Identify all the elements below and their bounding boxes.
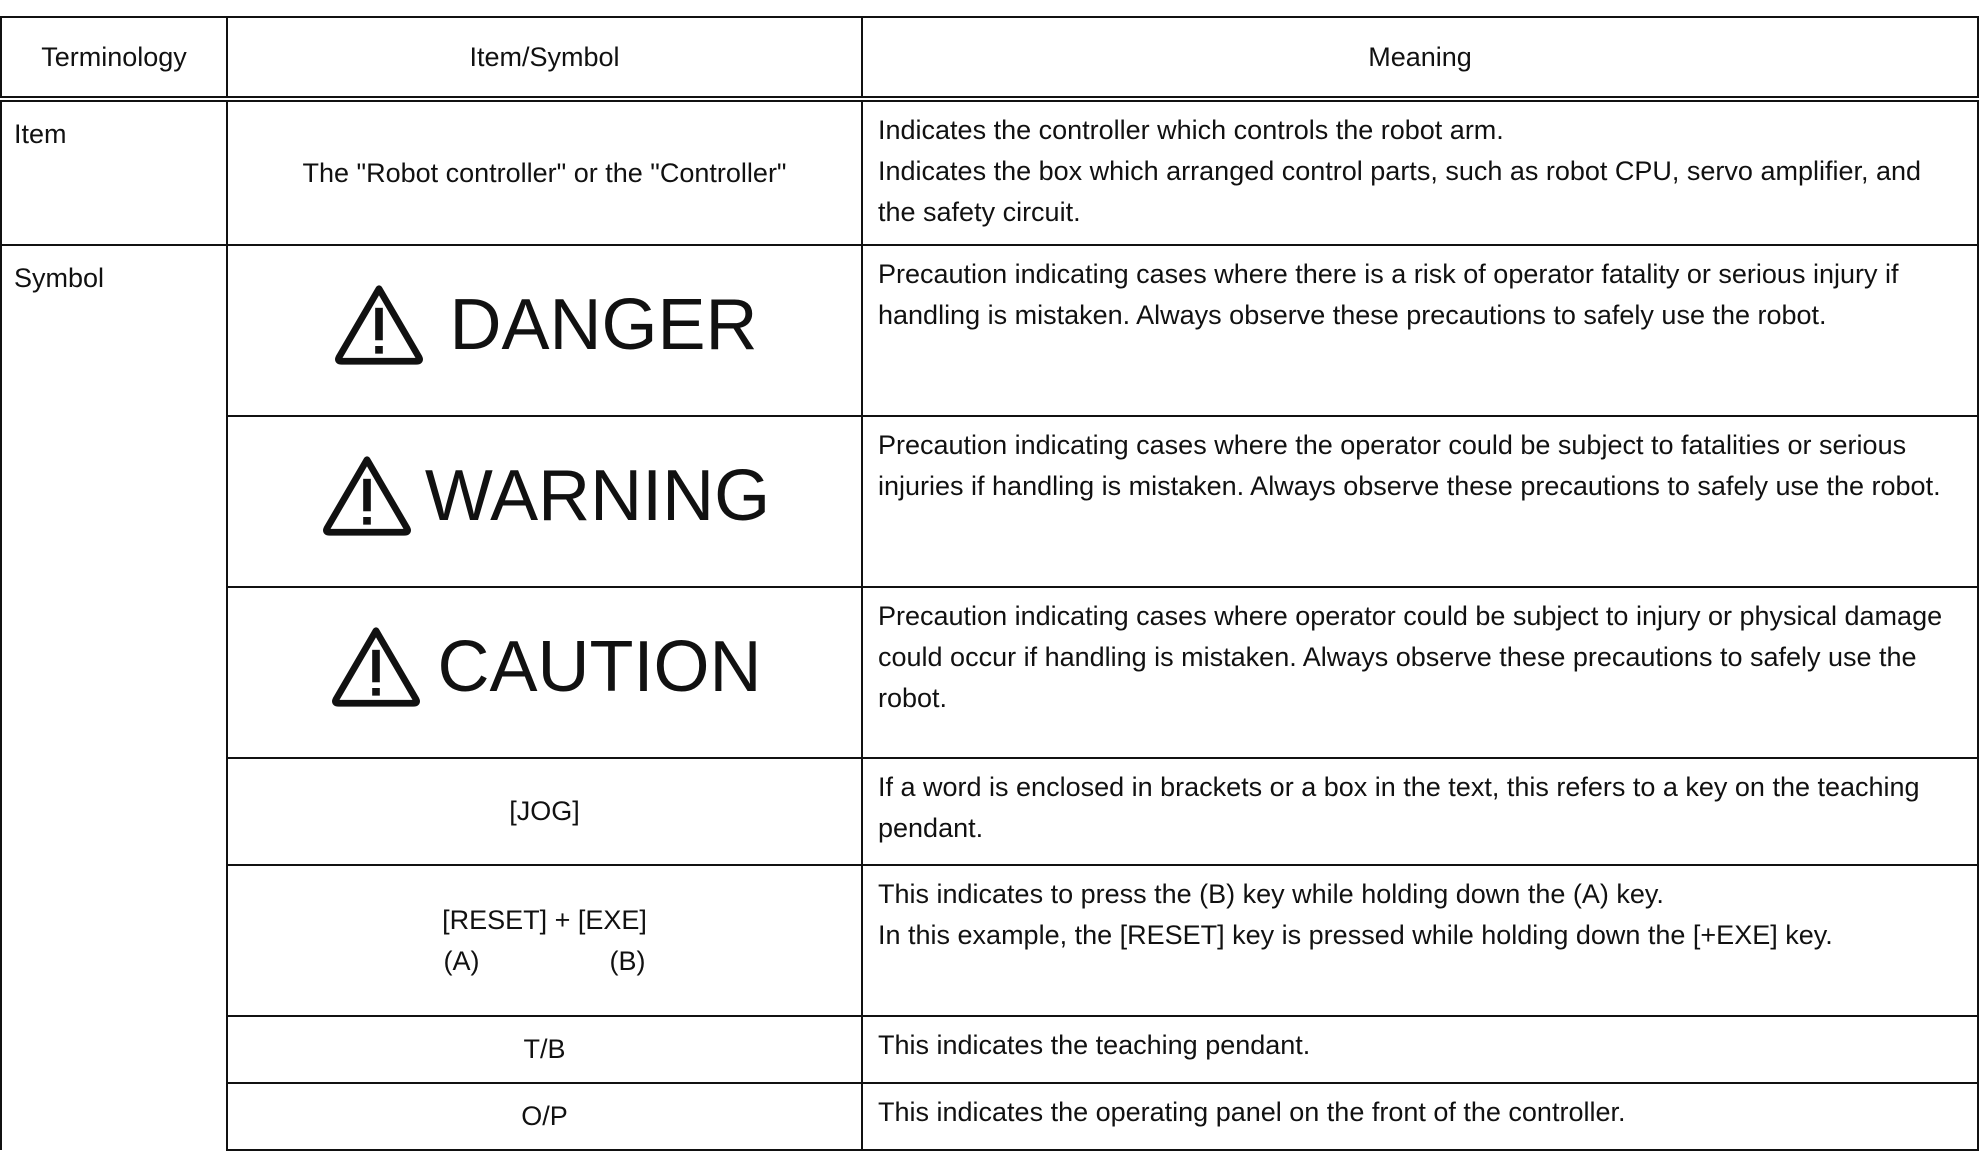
table-row <box>1 245 1978 416</box>
warning-triangle-icon <box>328 625 424 709</box>
symbol-tb: T/B <box>227 1016 862 1083</box>
term-item: Item <box>1 99 227 245</box>
warning-triangle-icon <box>331 283 427 367</box>
table-row <box>1 587 1978 758</box>
danger-label: DANGER <box>449 284 758 365</box>
table-row <box>1 1083 1978 1150</box>
warning-label: WARNING <box>424 455 771 536</box>
meaning-op: This indicates the operating panel on the front of the controller. <box>862 1083 1978 1150</box>
meaning-danger: Precaution indicating cases where there is a risk of operator fatality or serious injury if handling is mistaken. Always observe these precautions to safely use the robot. <box>862 245 1978 416</box>
meaning-warning: Precaution indicating cases where the operator could be subject to fatalities or serious injuries if handling is mistaken. Always observe these precautions to safely use the robot. <box>862 416 1978 587</box>
meaning-tb: This indicates the teaching pendant. <box>862 1016 1978 1083</box>
header-meaning: Meaning <box>862 17 1978 99</box>
symbol-reset-exe <box>227 865 862 1016</box>
terminology-table <box>0 16 1979 1151</box>
symbol-jog: [JOG] <box>227 758 862 865</box>
table-row <box>1 99 1978 245</box>
header-item-symbol: Item/Symbol <box>227 17 862 99</box>
symbol-op: O/P <box>227 1083 862 1150</box>
header-row <box>1 17 1978 99</box>
table-row <box>1 416 1978 587</box>
meaning-line: This indicates to press the (B) key while holding down the (A) key. <box>878 879 1664 909</box>
meaning-item <box>862 99 1978 245</box>
symbol-caution <box>227 587 862 758</box>
reset-exe-label: [RESET] + [EXE] <box>442 904 647 935</box>
table-row <box>1 758 1978 865</box>
symbol-warning <box>227 416 862 587</box>
meaning-line: Indicates the controller which controls the robot arm. <box>878 115 1504 145</box>
table-row <box>1 1016 1978 1083</box>
key-b-label: (B) <box>609 945 646 976</box>
meaning-line: Indicates the box which arranged control parts, such as robot CPU, servo amplifier, and the safety circuit. <box>878 156 1922 227</box>
meaning-jog: If a word is enclosed in brackets or a box in the text, this refers to a key on the teaching pendant. <box>862 758 1978 865</box>
warning-triangle-icon <box>319 454 415 538</box>
caution-label: CAUTION <box>437 626 762 707</box>
table-row <box>1 865 1978 1016</box>
meaning-reset <box>862 865 1978 1016</box>
symbol-robot-controller: The "Robot controller" or the "Controller" <box>227 99 862 245</box>
key-a-label: (A) <box>443 945 480 976</box>
meaning-caution: Precaution indicating cases where operator could be subject to injury or physical damage could occur if handling is mistaken. Always observe these precautions to safely use the robot. <box>862 587 1978 758</box>
meaning-line: In this example, the [RESET] key is pressed while holding down the [+EXE] key. <box>878 920 1833 950</box>
symbol-danger <box>227 245 862 416</box>
header-terminology: Terminology <box>1 17 227 99</box>
term-symbol: Symbol <box>1 245 227 1150</box>
